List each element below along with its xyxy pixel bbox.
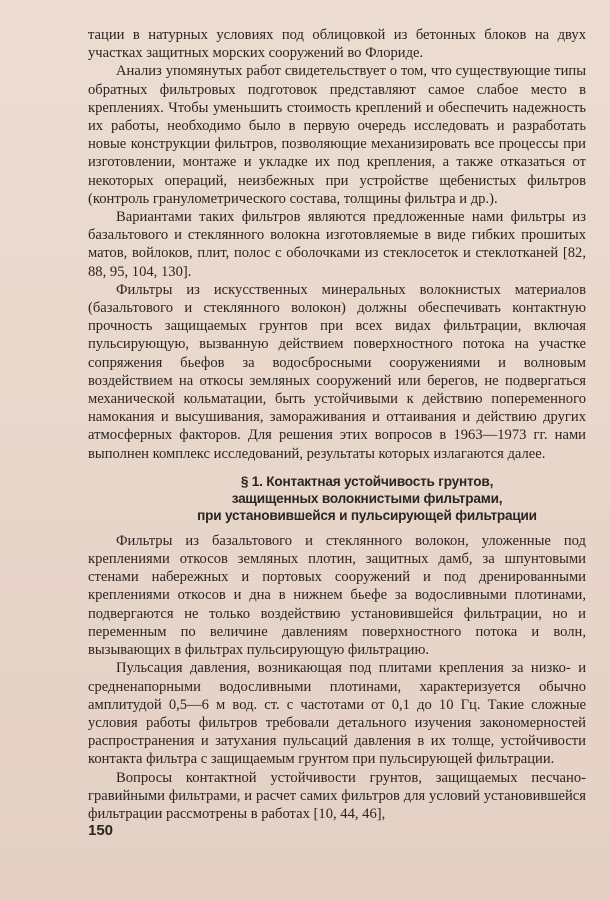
section-heading-line-2: защищенных волокнистыми фильтрами,	[231, 490, 503, 506]
paragraph-questions: Вопросы контактной устойчивости грунтов, защищаемых песчано-гравийными фильтрами, и расчет самих фильтров для условий установившейся фильтрации рассмотрены в работах [10, 44, 46],	[88, 769, 586, 822]
section-heading-line-3: при установившейся и пульсирующей фильтрации	[197, 507, 537, 523]
paragraph-pulsation: Пульсация давления, возникающая под плитами крепления за низко- и средненапорными водосливными плотинами, характеризуется обычно амплитудой 0,5—6 м вод. ст. с частотами от 0,1 до 10 Гц. Такие сложные условия работы фильтров требовали детального изучения закономерностей распространения и затухания пульсаций давления в их толще, устойчивости контакта фильтра с защищаемым грунтом при пульсирующей фильтрации.	[88, 660, 586, 768]
page-body	[88, 26, 586, 823]
section-heading	[148, 473, 586, 524]
section-heading-line-1: § 1. Контактная устойчивость грунтов,	[240, 473, 494, 489]
paragraph-variants: Вариантами таких фильтров являются предложенные нами фильтры из базальтового и стеклянного волокна изготовляемые в виде гибких прошитых матов, войлоков, плит, полос с оболочками из стеклосеток и стеклотканей [82, 88, 95, 104, 130].	[88, 209, 586, 280]
paragraph-continuation: тации в натурных условиях под облицовкой из бетонных блоков на двух участках защитных морских сооружений во Флориде.	[88, 27, 586, 62]
paragraph-filters: Фильтры из базальтового и стеклянного волокон, уложенные под креплениями откосов земляных плотин, защитных дамб, за шпунтовыми стенами набережных и портовых сооружений и под дренированными креплениями откосов и дна в нижнем бьефе за водосливными плотинами, подвергаются не только воздействию установившейся фильтрации, но и переменным по величине давлениям поверхностного потока и волн, вызывающих в фильтрах пульсирующую фильтрацию.	[88, 532, 586, 659]
paragraph-analysis: Анализ упомянутых работ свидетельствует о том, что существующие типы обратных фильтровых подготовок представляют самое слабое место в креплениях. Чтобы уменьшить стоимость креплений и обеспечить надежность их работы, необходимо было в первую очередь исследовать и разработать новые конструкции фильтров, позволяющие механизировать все процессы при изготовлении, монтаже и укладке их под крепления, а также отказаться от некоторых операций, неизбежных при устройстве щебенистых фильтров (контроль гранулометрического состава, толщины фильтра и др.).	[88, 63, 586, 207]
paragraph-requirements: Фильтры из искусственных минеральных волокнистых материалов (базальтового и стеклянного волокон) должны обеспечивать контактную прочность защищаемых грунтов при всех видах фильтрации, включая пульсирующую, вызванную действием поверхностного потока на участке сопряжения бьефов за водосбросными сооружениями и волновым воздействием на откосы земляных сооружений или берегов, не подвергаться механической кольматации, быть устойчивыми к действию попеременного намокания и высушивания, замораживания и оттаивания и действию других атмосферных факторов. Для решения этих вопросов в 1963—1973 гг. нами выполнен комплекс исследований, результаты которых излагаются далее.	[88, 281, 586, 462]
page-number: 150	[88, 822, 114, 839]
